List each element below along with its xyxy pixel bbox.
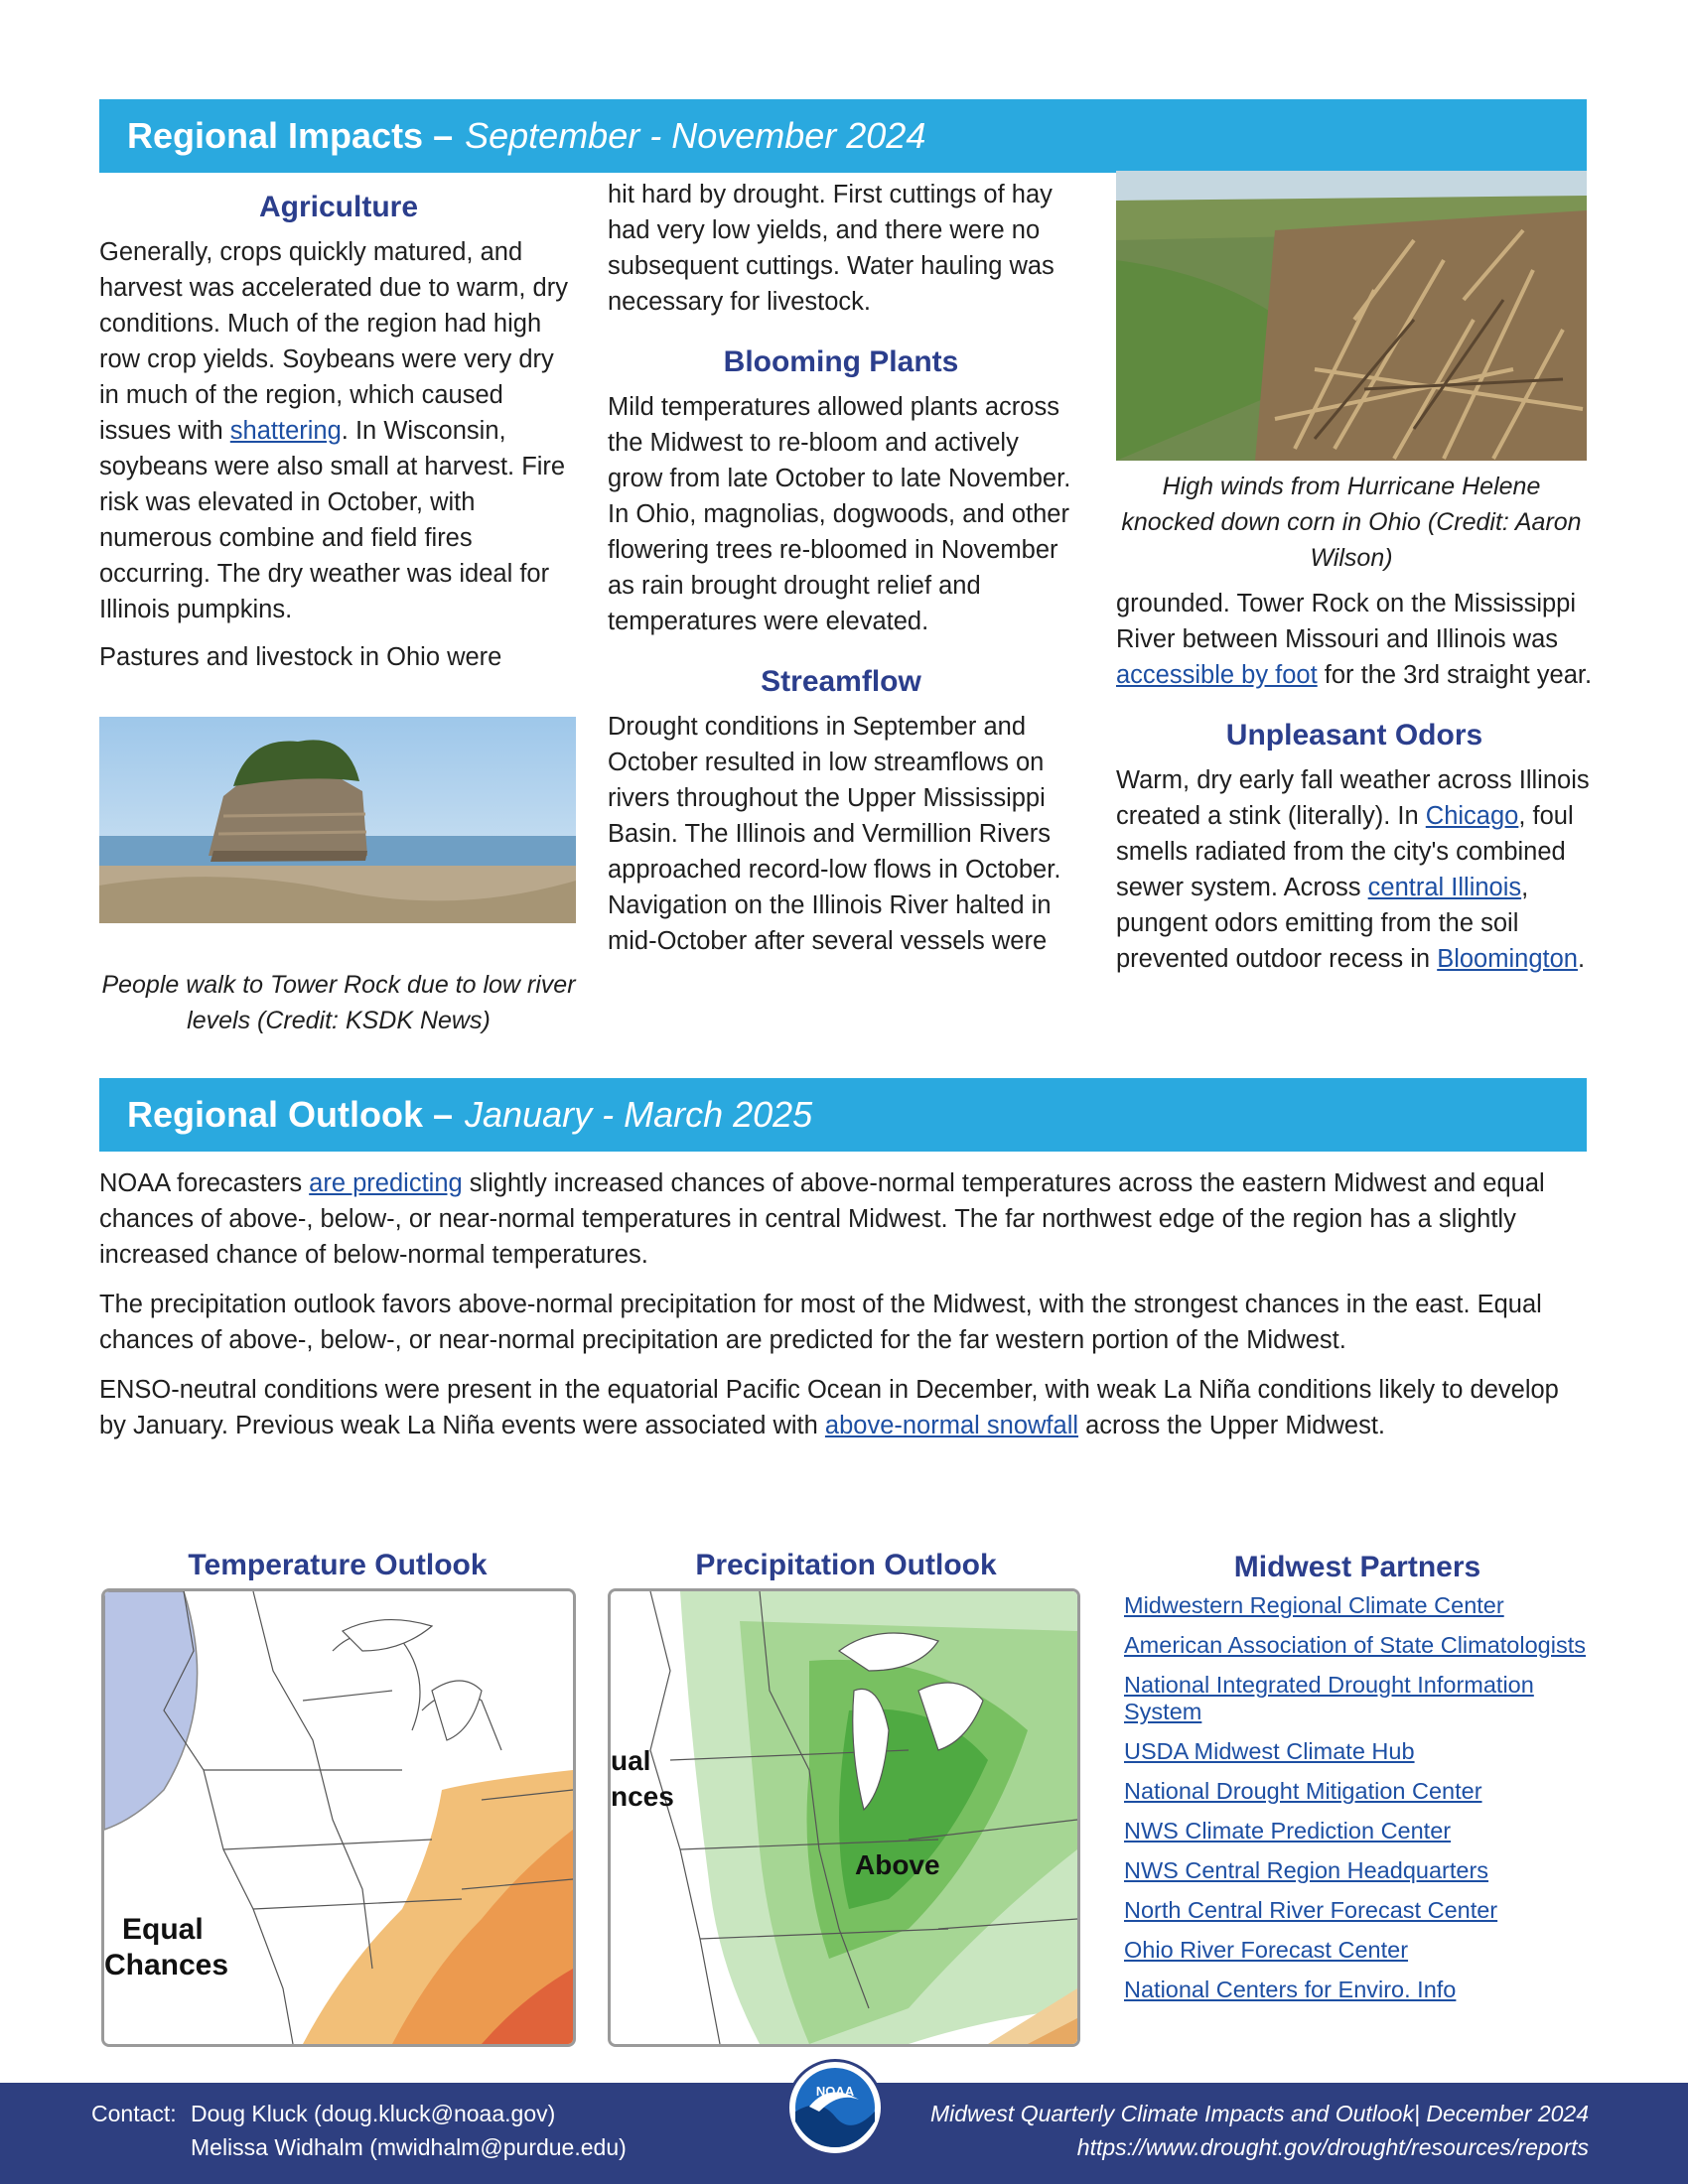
precip-above-label: Above <box>855 1849 940 1880</box>
odors-paragraph: Warm, dry early fall weather across Illinois created a stink (literally). In Chicago, foul smells radiated from the city's combined sewer system. Across central Illinois, pungent odors emitting from the soil prevented outdoor recess in Bloomington. <box>1116 766 1590 973</box>
precipitation-outlook-heading: Precipitation Outlook <box>695 1549 997 1581</box>
publication-title: Midwest Quarterly Climate Impacts and Outlook| December 2024 <box>929 2101 1589 2126</box>
outlook-paragraph-3: ENSO-neutral conditions were present in the equatorial Pacific Ocean in December, with weak La Niña conditions likely to develop by January. Previous weak La Niña events were associated with above-normal snowfall across the Upper Midwest. <box>99 1376 1559 1439</box>
contact-kluck: Doug Kluck (doug.kluck@noaa.gov) <box>191 2101 556 2126</box>
partner-link-ncrfc[interactable]: North Central River Forecast Center <box>1124 1897 1498 1923</box>
partner-link-aasc[interactable]: American Association of State Climatologists <box>1124 1632 1586 1658</box>
outlook-banner <box>99 1078 1587 1152</box>
partner-link-usda-hub[interactable]: USDA Midwest Climate Hub <box>1124 1738 1415 1764</box>
outlook-banner-title: Regional Outlook – <box>127 1094 454 1135</box>
blooming-heading: Blooming Plants <box>723 345 959 378</box>
contact-label: Contact: <box>91 2101 177 2126</box>
partner-link-mrcc[interactable]: Midwestern Regional Climate Center <box>1124 1592 1504 1618</box>
streamflow-paragraph: Drought conditions in September and October resulted in low streamflows on rivers throughout the Upper Mississippi Basin. The Illinois and Vermillion Rivers approached record-low flows in October. Navigation on the Illinois River halted in mid-October after several vessels were <box>608 713 1061 955</box>
impacts-column-3 <box>1116 586 1593 989</box>
partner-link-ohrfc[interactable]: Ohio River Forecast Center <box>1124 1937 1409 1963</box>
noaa-logo-icon <box>786 2059 884 2156</box>
noaa-logo-text: NOAA <box>815 2084 855 2099</box>
precip-equal-label-1: ual <box>611 1745 651 1776</box>
impacts-banner <box>99 99 1587 173</box>
impacts-banner-period: September - November 2024 <box>465 115 926 156</box>
precip-equal-label-2: nces <box>611 1781 674 1812</box>
partners-section <box>1124 1549 1591 2016</box>
chicago-link[interactable]: Chicago <box>1425 802 1519 830</box>
impacts-column-1 <box>99 189 578 687</box>
precipitation-outlook-map <box>608 1588 1080 2047</box>
outlook-paragraph-1: NOAA forecasters are predicting slightly increased chances of above-normal temperatures across the eastern Midwest and equal chances of above-, below-, or near-normal temperatures in central Midwest. The far northwest edge of the region has a slightly increased chance of below-normal temperatures. <box>99 1169 1545 1269</box>
temp-equal-label-1: Equal <box>122 1913 204 1946</box>
streamflow-heading: Streamflow <box>761 665 921 698</box>
agriculture-paragraph: Generally, crops quickly matured, and harvest was accelerated due to warm, dry conditions. Much of the region had high row crop yields. Soybeans were very dry in much of the region, which caused issues with shattering. In Wisconsin, soybeans were also small at harvest. Fire risk was elevated in October, with numerous combine and field fires occurring. The dry weather was ideal for Illinois pumpkins. <box>99 238 568 623</box>
central-illinois-link[interactable]: central Illinois <box>1367 874 1522 901</box>
impacts-column-2 <box>608 177 1074 971</box>
impacts-banner-title: Regional Impacts – <box>127 115 454 156</box>
bloomington-link[interactable]: Bloomington <box>1437 945 1578 973</box>
publication-url: https://www.drought.gov/drought/resources/reports <box>1076 2134 1589 2160</box>
outlook-text <box>99 1165 1569 1457</box>
outlook-paragraph-2: The precipitation outlook favors above-normal precipitation for most of the Midwest, with the strongest chances in the east. Equal chances of above-, below-, or near-normal precipitation are predicted for the far western portion of the Midwest. <box>99 1291 1542 1354</box>
partner-link-nidis[interactable]: National Integrated Drought Information System <box>1124 1672 1534 1724</box>
partner-link-ncei[interactable]: National Centers for Enviro. Info <box>1124 1977 1457 2002</box>
pastures-paragraph: Pastures and livestock in Ohio were <box>99 643 502 671</box>
tower-rock-photo <box>99 717 576 923</box>
partner-link-nws-central[interactable]: NWS Central Region Headquarters <box>1124 1857 1489 1883</box>
blooming-paragraph: Mild temperatures allowed plants across the Midwest to re-bloom and actively grow from late October to late November. In Ohio, magnolias, dogwoods, and other flowering trees re-bloomed in November as rain brought drought relief and temperatures were elevated. <box>608 393 1071 635</box>
odors-heading: Unpleasant Odors <box>1225 719 1483 751</box>
streamflow-continued: grounded. Tower Rock on the Mississippi River between Missouri and Illinois was accessible by foot for the 3rd straight year. <box>1116 590 1593 689</box>
corn-photo <box>1116 171 1587 461</box>
temp-equal-label-2: Chances <box>104 1949 229 1981</box>
partner-link-cpc[interactable]: NWS Climate Prediction Center <box>1124 1818 1452 1843</box>
partner-link-ndmc[interactable]: National Drought Mitigation Center <box>1124 1778 1482 1804</box>
pastures-continued: hit hard by drought. First cuttings of hay had very low yields, and there were no subsequent cuttings. Water hauling was necessary for livestock. <box>608 181 1055 316</box>
outlook-banner-period: January - March 2025 <box>465 1094 813 1135</box>
above-normal-snowfall-link[interactable]: above-normal snowfall <box>824 1412 1079 1439</box>
are-predicting-link[interactable]: are predicting <box>309 1169 463 1197</box>
footer-contact <box>91 2097 627 2164</box>
contact-widhalm: Melissa Widhalm (mwidhalm@purdue.edu) <box>191 2134 627 2160</box>
temperature-outlook-map <box>101 1588 576 2047</box>
temperature-outlook-heading: Temperature Outlook <box>188 1549 488 1581</box>
footer-publication <box>930 2097 1589 2164</box>
tower-rock-caption: People walk to Tower Rock due to low river levels (Credit: KSDK News) <box>101 971 576 1034</box>
agriculture-heading: Agriculture <box>258 191 419 223</box>
shattering-link[interactable]: shattering <box>229 417 342 445</box>
corn-caption: High winds from Hurricane Helene knocked down corn in Ohio (Credit: Aaron Wilson) <box>1121 473 1582 572</box>
partners-heading: Midwest Partners <box>1233 1551 1481 1583</box>
accessible-by-foot-link[interactable]: accessible by foot <box>1116 661 1318 689</box>
